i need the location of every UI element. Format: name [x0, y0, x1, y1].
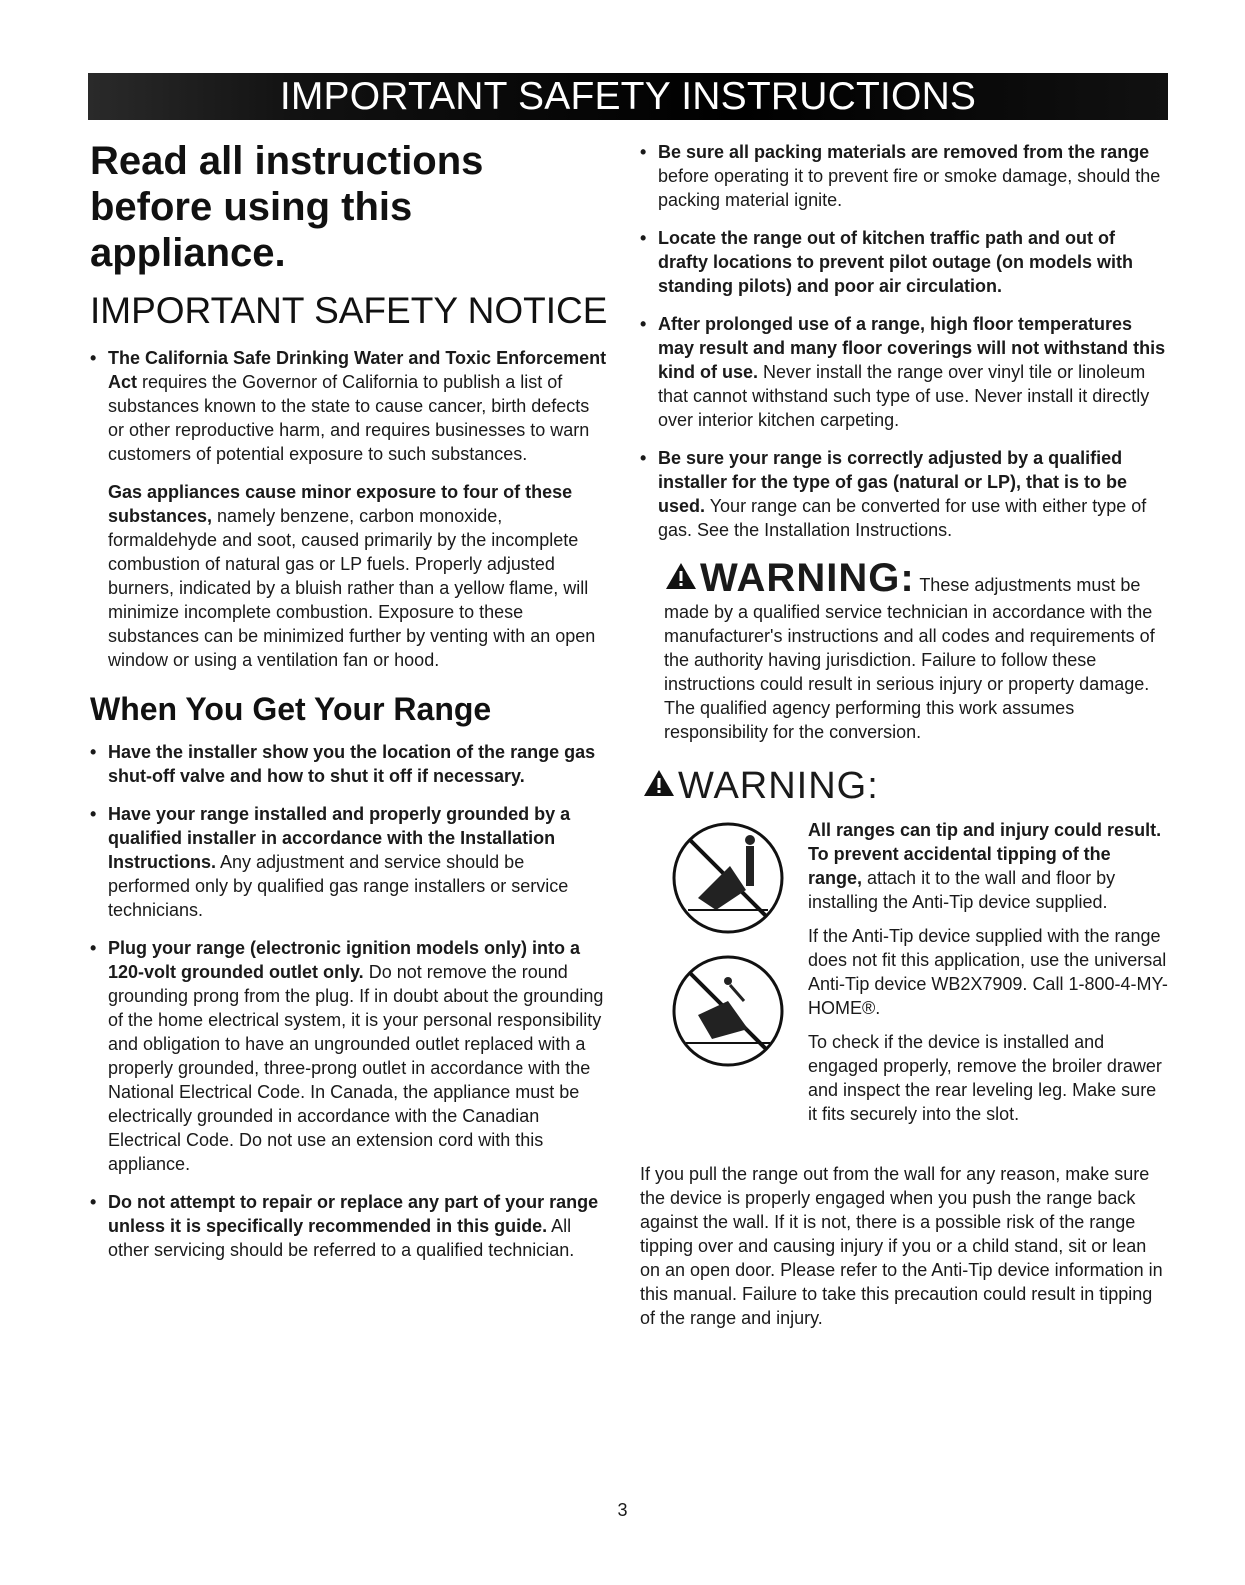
range-placement-list	[640, 140, 1170, 542]
range-item-bold: Do not attempt to repair or replace any part of your range unless it is specifically recommended in this guide.	[108, 1192, 599, 1236]
no-tip-child-icon	[668, 951, 788, 1071]
anti-tip-warning-heading	[642, 764, 1170, 808]
range-list	[90, 740, 610, 1262]
left-column	[90, 132, 610, 1276]
traffic-item	[640, 226, 1170, 298]
range-item-bold: Have the installer show you the location of the range gas shut-off valve and how to shut it off if necessary.	[108, 742, 596, 786]
anti-tip-bold: All ranges can tip and injury could result. To prevent accidental tipping of the range,	[808, 820, 1162, 888]
anti-tip-text-1: attach it to the wall and floor by installing the Anti-Tip device supplied.	[808, 868, 1116, 912]
notice-item-text: requires the Governor of California to publish a list of substances known to the state to cause cancer, birth defects or other reproductive harm, and requires businesses to warn customers of potential exposure to such substances.	[108, 372, 590, 464]
gas-exposure-text: namely benzene, carbon monoxide, formaldehyde and soot, caused primarily by the incomplete combustion of natural gas or LP fuels. Properly adjusted burners, indicated by a bluish rather than a yellow flame, will minimize incomplete combustion. Exposure to these substances can be minimized further by venting with an open window or using a ventilation fan or hood.	[108, 506, 596, 670]
warning-adjustments	[664, 556, 1170, 744]
packing-item	[640, 140, 1170, 212]
right-column	[640, 132, 1170, 1330]
gas-exposure-paragraph	[108, 480, 610, 672]
range-item-installer	[90, 740, 610, 788]
floor-item-bold: After prolonged use of a range, high floor temperatures may result and many floor coverings will not withstand this kind of use.	[658, 314, 1166, 382]
anti-tip-text	[808, 818, 1168, 1136]
no-tip-range-icon	[668, 818, 788, 938]
range-item-text: Do not remove the round grounding prong from the plug. If in doubt about the grounding of the home electrical system, it is your personal responsibility and obligation to have an ungrounded outlet replaced with a properly grounded, three-prong outlet in accordance with the National Electrical Code. In Canada, the appliance must be electrically grounded in accordance with the Canadian Electrical Code. Do not use an extension cord with this appliance.	[108, 962, 604, 1174]
range-heading: When You Get Your Range	[90, 691, 492, 727]
range-item-grounded	[90, 802, 610, 922]
warning-label: WARNING:	[678, 765, 879, 807]
range-item-text: All other servicing should be referred to a qualified technician.	[108, 1216, 575, 1260]
warning-triangle-icon	[664, 561, 698, 597]
range-item-text: Any adjustment and service should be performed only by qualified gas range installers or service technicians.	[108, 852, 569, 920]
anti-tip-paragraph-2: If the Anti-Tip device supplied with the range does not fit this application, use the universal Anti-Tip device WB2X7909. Call 1-800-4-MY-HOME®.	[808, 926, 1168, 1018]
warning-adjustments-text: These adjustments must be made by a qualified service technician in accordance with the manufacturer's instructions and all codes and requirements of the authority having jurisdiction. Failure to follow these instructions could result in serious injury or property damage. The qualified agency performing this work assumes responsibility for the conversion.	[664, 575, 1155, 742]
notice-list	[90, 346, 610, 466]
notice-item	[90, 346, 610, 466]
range-item-repair	[90, 1190, 610, 1262]
notice-item-bold: The California Safe Drinking Water and Toxic Enforcement Act	[108, 348, 607, 392]
floor-item	[640, 312, 1170, 432]
page-number: 3	[617, 1500, 628, 1520]
anti-tip-paragraph-1	[808, 818, 1168, 914]
gas-type-item-text: Your range can be converted for use with either type of gas. See the Installation Instructions.	[658, 496, 1147, 540]
packing-item-bold: Be sure all packing materials are removed from the range	[658, 142, 1150, 162]
packing-item-text: before operating it to prevent fire or smoke damage, should the packing material ignite.	[658, 166, 1161, 210]
floor-item-text: Never install the range over vinyl tile or linoleum that cannot withstand such type of use. Never install it directly over interior kitchen carpeting.	[658, 362, 1150, 430]
anti-tip-illustrations	[668, 818, 798, 1076]
banner-title: IMPORTANT SAFETY INSTRUCTIONS	[88, 73, 1168, 120]
gas-type-item-bold: Be sure your range is correctly adjusted by a qualified installer for the type of gas (natural or LP), that is to be used.	[658, 448, 1128, 516]
warning-label: WARNING:	[700, 556, 915, 600]
range-item-bold: Have your range installed and properly grounded by a qualified installer in accordance with the Installation Instructions.	[108, 804, 571, 872]
anti-tip-section	[640, 818, 1170, 1158]
anti-tip-paragraph-3: To check if the device is installed and engaged properly, remove the broiler drawer and inspect the rear leveling leg. Make sure it fits securely into the slot.	[808, 1032, 1162, 1124]
gas-exposure-bold: Gas appliances cause minor exposure to four of these substances,	[108, 482, 573, 526]
range-item-bold: Plug your range (electronic ignition models only) into a 120-volt grounded outlet only.	[108, 938, 581, 982]
warning-triangle-icon	[642, 764, 676, 808]
main-heading: Read all instructions before using this appliance.	[90, 139, 484, 275]
range-item-plug	[90, 936, 610, 1176]
traffic-item-bold: Locate the range out of kitchen traffic path and out of drafty locations to prevent pilot outage (on models with standing pilots) and poor air circulation.	[658, 228, 1134, 296]
gas-type-item	[640, 446, 1170, 542]
pull-range-paragraph: If you pull the range out from the wall for any reason, make sure the device is properly engaged when you push the range back against the wall. If it is not, there is a possible risk of the range tipping over and causing injury if you or a child stand, sit or lean on an open door. Please refer to the Anti-Tip device information in this manual. Failure to take this precaution could result in tipping of the range and injury.	[640, 1164, 1163, 1328]
notice-heading: IMPORTANT SAFETY NOTICE	[90, 290, 608, 331]
